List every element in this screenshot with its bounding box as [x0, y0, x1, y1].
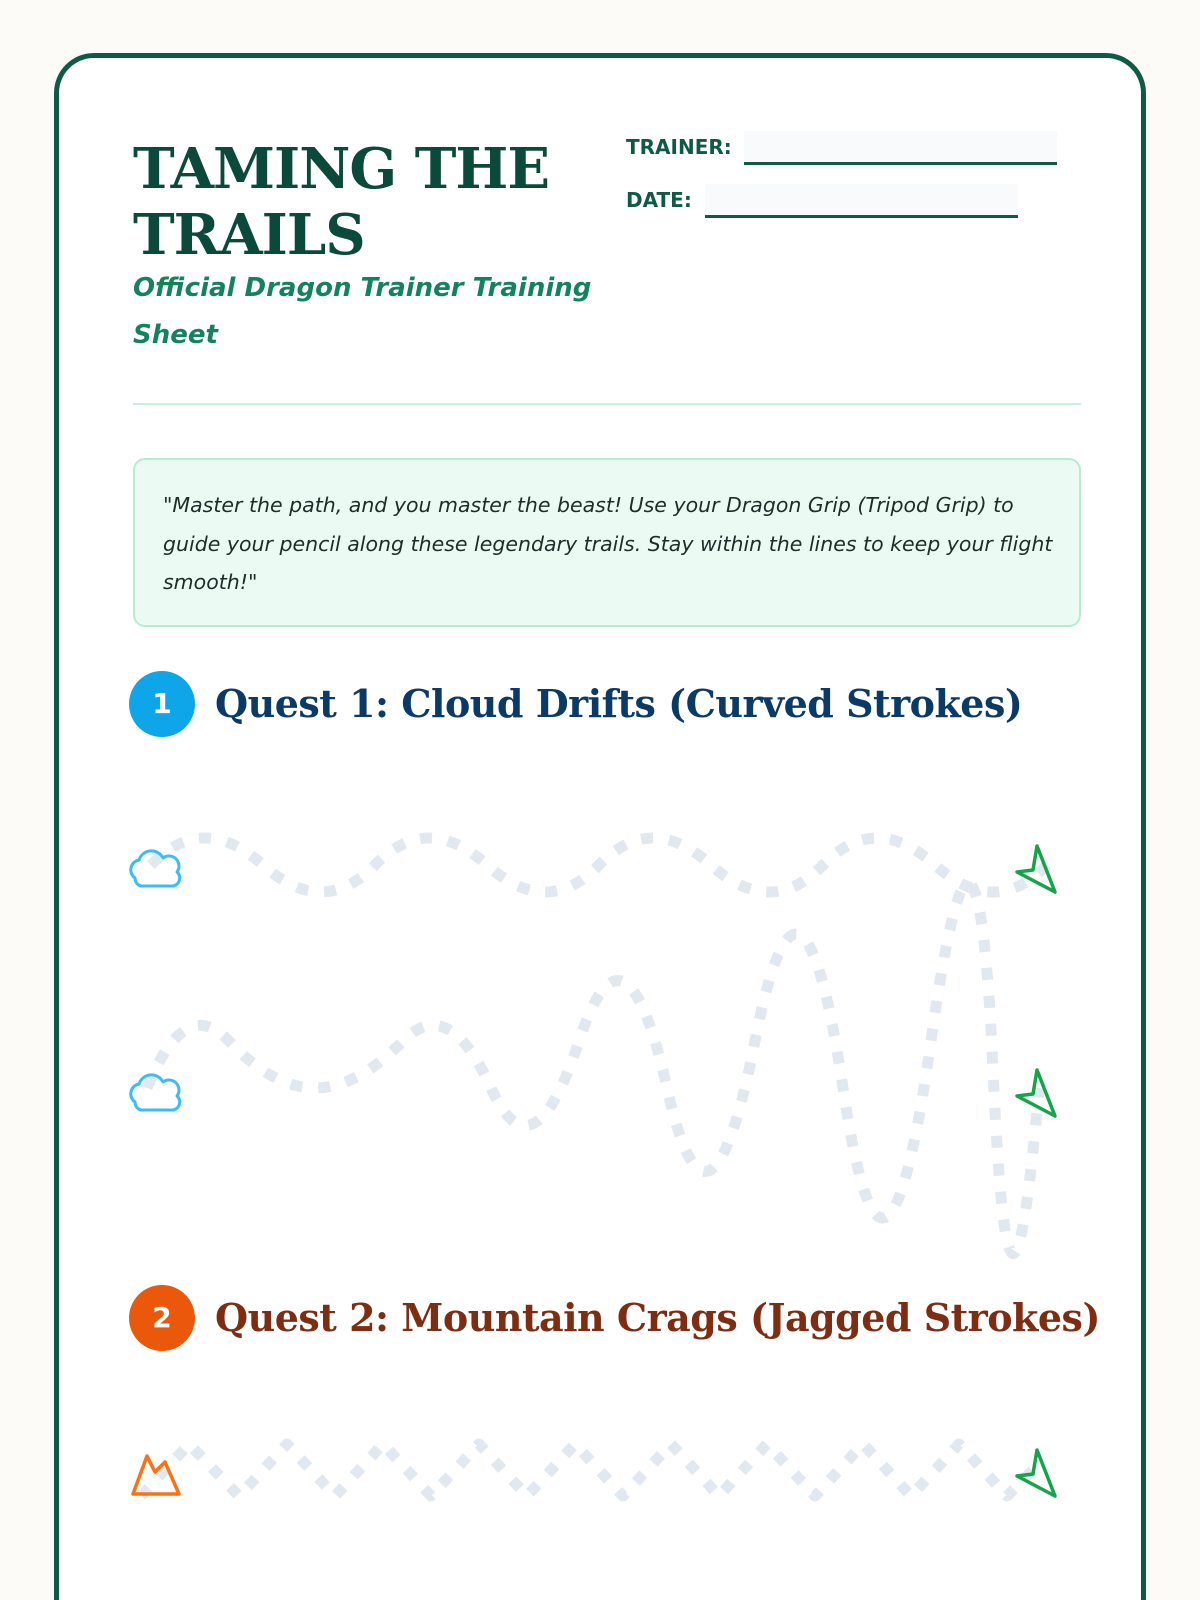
instructions-text: "Master the path, and you master the beast! Use your Dragon Grip (Tripod Grip) to guide your pencil along these legendary trails. Stay within the lines to keep your flight smooth!"	[163, 493, 1053, 594]
quest-1-badge: 1	[129, 671, 195, 737]
trail-tight-wave[interactable]	[147, 883, 1039, 1253]
mountain-icon	[133, 1456, 179, 1494]
quest-2-title: Quest 2: Mountain Crags (Jagged Strokes)	[215, 1295, 1100, 1340]
trail-zigzag[interactable]	[141, 1444, 1035, 1496]
trail-gentle-wave[interactable]	[151, 838, 1047, 892]
page-title: TAMING THE TRAILS	[133, 136, 550, 268]
worksheet-card	[54, 53, 1146, 1600]
quest-2-badge: 2	[129, 1285, 195, 1351]
quest-1-title: Quest 1: Cloud Drifts (Curved Strokes)	[215, 681, 1023, 726]
tracing-trails	[59, 58, 1151, 1600]
page-subtitle: Official Dragon Trainer Training Sheet	[133, 273, 592, 350]
trainer-label: TRAINER:	[626, 135, 732, 159]
date-label: DATE:	[626, 188, 692, 212]
